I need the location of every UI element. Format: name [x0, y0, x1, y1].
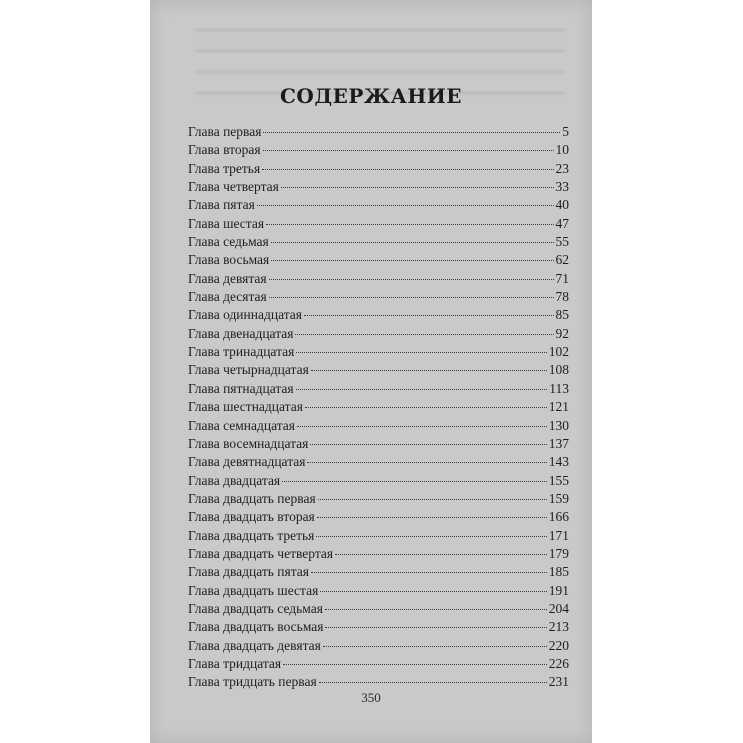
dot-leader — [310, 444, 546, 445]
chapter-title: Глава четвертая — [188, 179, 279, 195]
toc-entry — [188, 344, 569, 362]
dot-leader — [317, 517, 547, 518]
chapter-page-number: 102 — [548, 344, 569, 360]
page-number: 350 — [361, 690, 381, 705]
chapter-page-number: 166 — [548, 509, 569, 525]
dot-leader — [269, 279, 554, 280]
toc-entry — [188, 491, 569, 509]
chapter-page-number: 213 — [548, 619, 569, 635]
dot-leader — [257, 205, 554, 206]
toc-entry — [188, 124, 569, 142]
toc-entry — [188, 546, 569, 564]
toc-entry — [188, 418, 569, 436]
toc-entry — [188, 583, 569, 601]
dot-leader — [304, 315, 554, 316]
chapter-page-number: 10 — [555, 142, 569, 158]
chapter-title: Глава шестнадцатая — [188, 399, 303, 415]
chapter-title: Глава пятая — [188, 197, 255, 213]
dot-leader — [318, 499, 547, 500]
chapter-title: Глава пятнадцатая — [188, 380, 294, 396]
toc-entry — [188, 564, 569, 582]
toc-entry — [188, 509, 569, 527]
dot-leader — [271, 260, 553, 261]
toc-entry — [188, 399, 569, 417]
chapter-title: Глава двадцать первая — [188, 490, 316, 506]
chapter-title: Глава двадцатая — [188, 472, 281, 488]
chapter-page-number: 40 — [555, 197, 569, 213]
toc-entry — [188, 619, 569, 637]
chapter-title: Глава двадцать шестая — [188, 582, 319, 598]
chapter-page-number: 78 — [555, 289, 569, 305]
chapter-title: Глава тринадцатая — [188, 344, 295, 360]
chapter-page-number: 71 — [555, 270, 569, 286]
chapter-page-number: 92 — [555, 325, 569, 341]
toc-entry — [188, 216, 569, 234]
dot-leader — [319, 682, 547, 683]
dot-leader — [283, 664, 547, 665]
chapter-title: Глава семнадцатая — [188, 417, 295, 433]
chapter-title: Глава девятая — [188, 270, 267, 286]
dot-leader — [263, 150, 554, 151]
toc-entry — [188, 381, 569, 399]
dot-leader — [269, 297, 554, 298]
chapter-title: Глава первая — [188, 124, 262, 139]
chapter-title: Глава двенадцатая — [188, 325, 294, 341]
toc-entry — [188, 473, 569, 491]
chapter-page-number: 204 — [548, 600, 569, 616]
toc-entry — [188, 528, 569, 546]
page-title: СОДЕРЖАНИЕ — [280, 84, 462, 108]
toc-entry — [188, 638, 569, 656]
dot-leader — [295, 334, 553, 335]
chapter-page-number: 171 — [548, 527, 569, 543]
dot-leader — [297, 426, 547, 427]
chapter-title: Глава девятнадцатая — [188, 454, 306, 470]
chapter-title: Глава двадцать третья — [188, 527, 315, 543]
table-of-contents — [188, 124, 569, 693]
toc-entry — [188, 142, 569, 160]
chapter-page-number: 191 — [548, 582, 569, 598]
toc-entry — [188, 197, 569, 215]
toc-entry — [188, 289, 569, 307]
dot-leader — [282, 481, 547, 482]
dot-leader — [335, 554, 547, 555]
chapter-title: Глава одиннадцатая — [188, 307, 302, 323]
chapter-page-number: 5 — [562, 124, 569, 139]
dot-leader — [296, 389, 548, 390]
chapter-page-number: 137 — [548, 435, 569, 451]
chapter-title: Глава шестая — [188, 215, 265, 231]
chapter-title: Глава двадцать пятая — [188, 564, 310, 580]
dot-leader — [311, 572, 547, 573]
chapter-page-number: 113 — [549, 380, 569, 396]
chapter-page-number: 23 — [555, 160, 569, 176]
toc-entry — [188, 362, 569, 380]
chapter-page-number: 85 — [555, 307, 569, 323]
chapter-page-number: 231 — [548, 674, 569, 690]
chapter-title: Глава двадцать девятая — [188, 637, 321, 653]
chapter-title: Глава тридцатая — [188, 655, 282, 671]
chapter-title: Глава тридцать первая — [188, 674, 317, 690]
chapter-page-number: 226 — [548, 655, 569, 671]
toc-entry — [188, 326, 569, 344]
chapter-title: Глава двадцать четвертая — [188, 545, 334, 561]
dot-leader — [320, 591, 546, 592]
chapter-page-number: 185 — [548, 564, 569, 580]
chapter-page-number: 108 — [548, 362, 569, 378]
chapter-page-number: 155 — [548, 472, 569, 488]
toc-entry — [188, 656, 569, 674]
toc-entry — [188, 601, 569, 619]
chapter-page-number: 143 — [548, 454, 569, 470]
chapter-page-number: 159 — [548, 490, 569, 506]
chapter-page-number: 47 — [555, 215, 569, 231]
dot-leader — [305, 407, 547, 408]
chapter-title: Глава вторая — [188, 142, 261, 158]
chapter-title: Глава двадцать восьмая — [188, 619, 324, 635]
dot-leader — [281, 187, 554, 188]
chapter-title: Глава двадцать вторая — [188, 509, 315, 525]
dot-leader — [311, 370, 547, 371]
toc-entry — [188, 252, 569, 270]
chapter-page-number: 33 — [555, 179, 569, 195]
dot-leader — [296, 352, 546, 353]
toc-entry — [188, 179, 569, 197]
chapter-page-number: 130 — [548, 417, 569, 433]
chapter-title: Глава восемнадцатая — [188, 435, 309, 451]
toc-entry — [188, 271, 569, 289]
dot-leader — [323, 646, 547, 647]
toc-entry — [188, 454, 569, 472]
dot-leader — [316, 536, 546, 537]
dot-leader — [271, 242, 554, 243]
chapter-page-number: 121 — [548, 399, 569, 415]
toc-entry — [188, 307, 569, 325]
chapter-title: Глава седьмая — [188, 234, 269, 250]
chapter-title: Глава восьмая — [188, 252, 270, 268]
chapter-title: Глава десятая — [188, 289, 267, 305]
dot-leader — [325, 609, 547, 610]
dot-leader — [266, 224, 553, 225]
dot-leader — [263, 132, 560, 133]
chapter-title: Глава четырнадцатая — [188, 362, 309, 378]
dot-leader — [262, 169, 553, 170]
chapter-page-number: 179 — [548, 545, 569, 561]
dot-leader — [307, 462, 546, 463]
chapter-title: Глава третья — [188, 160, 261, 176]
toc-entry — [188, 436, 569, 454]
chapter-title: Глава двадцать седьмая — [188, 600, 323, 616]
toc-entry — [188, 161, 569, 179]
toc-entry — [188, 234, 569, 252]
chapter-page-number: 220 — [548, 637, 569, 653]
dot-leader — [325, 627, 546, 628]
chapter-page-number: 55 — [555, 234, 569, 250]
book-page — [150, 0, 592, 743]
chapter-page-number: 62 — [555, 252, 569, 268]
